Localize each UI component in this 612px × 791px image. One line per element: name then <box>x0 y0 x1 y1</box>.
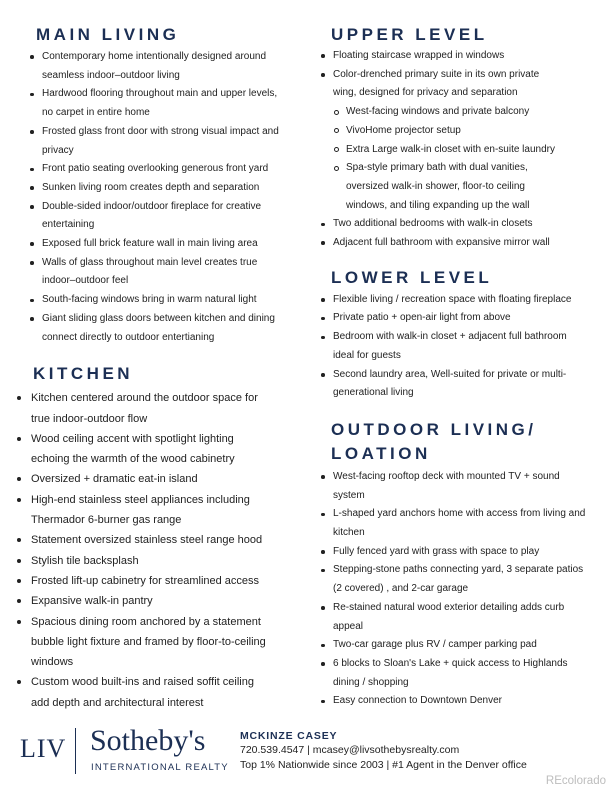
list-item <box>314 234 606 253</box>
kitchen-heading: KITCHEN <box>33 364 134 384</box>
list-item-line: echoing the warmth of the wood cabinetry <box>31 453 235 466</box>
list-item-line: Statement oversized stainless steel range hood <box>31 534 263 547</box>
list-item-line: West-facing windows and private balcony <box>346 106 530 118</box>
list-item-line: generational living <box>333 387 414 399</box>
right-column <box>314 24 606 711</box>
list-item <box>23 254 305 291</box>
list-item-line: windows, and tiling expanding up the wall <box>346 199 530 211</box>
list-item-line: bubble light fixture and framed by floor-to-ceiling <box>31 635 266 648</box>
list-item-line: Bedroom with walk-in closet + adjacent full bathroom <box>333 331 567 343</box>
list-item <box>314 543 606 562</box>
main-living-heading: MAIN LIVING <box>36 25 180 44</box>
list-item <box>17 571 305 591</box>
left-column <box>20 24 305 713</box>
list-item <box>17 612 305 673</box>
list-item <box>23 48 305 85</box>
list-item <box>23 310 305 347</box>
list-item-line: Contemporary home intentionally designed around <box>42 51 267 62</box>
agent-tagline: Top 1% Nationwide since 2003 | #1 Agent in the Denver office <box>240 758 527 771</box>
list-item-line: Walls of glass throughout main level creates true <box>42 256 258 268</box>
list-item-line: wing, designed for privacy and separation <box>333 87 518 99</box>
list-item-line: ideal for guests <box>333 349 401 361</box>
list-item-line: Adjacent full bathroom with expansive mirror wall <box>333 237 550 249</box>
list-item <box>314 505 606 542</box>
liv-logo: LIV <box>20 734 67 763</box>
international-realty-logo-text: INTERNATIONAL REALTY <box>91 762 229 773</box>
list-item-line: Fully fenced yard with grass with space to play <box>333 545 540 557</box>
list-item-line: Expansive walk-in pantry <box>31 595 153 608</box>
list-item-line: Sunken living room creates depth and separation <box>42 181 260 193</box>
list-item <box>23 198 305 235</box>
list-item-line: connect directly to outdoor entertianing <box>42 331 215 343</box>
list-item <box>17 530 305 550</box>
lower-level-heading: LOWER LEVEL <box>331 267 493 287</box>
outdoor-heading-line-2: LOATION <box>331 443 431 463</box>
list-item-line: Giant sliding glass doors between kitchen and dining <box>42 312 275 324</box>
list-item-line: Hardwood flooring throughout main and upper levels, <box>42 88 278 100</box>
list-item <box>17 591 305 611</box>
lower-level-list <box>314 291 606 403</box>
lower-level-section <box>314 267 606 403</box>
list-item-line: entertaining <box>42 219 95 231</box>
sub-list-item <box>314 103 606 122</box>
list-item <box>23 160 305 179</box>
list-item-line: Floating staircase wrapped in windows <box>333 50 505 61</box>
list-item-line: system <box>333 489 365 501</box>
outdoor-living-list <box>314 468 606 711</box>
outdoor-living-section <box>314 418 606 711</box>
list-item-line: Double-sided indoor/outdoor fireplace for creative <box>42 200 262 212</box>
list-item <box>23 235 305 254</box>
agent-name: MCKINZE CASEY <box>240 730 338 742</box>
list-item <box>314 215 606 234</box>
list-item <box>314 47 606 66</box>
list-item-line: Stepping-stone paths connecting yard, 3 separate patios <box>333 564 584 576</box>
list-item <box>23 291 305 310</box>
upper-level-list <box>314 47 606 103</box>
list-item-line: Second laundry area, Well-suited for private or multi- <box>333 368 567 380</box>
list-item <box>314 655 606 692</box>
list-item-line: Spa-style primary bath with dual vanities, <box>346 162 528 174</box>
list-item-line: Two-car garage plus RV / camper parking pad <box>333 639 537 651</box>
footer <box>0 722 612 791</box>
outdoor-heading-line-1: OUTDOOR LIVING/ <box>331 419 537 439</box>
list-item <box>17 469 305 489</box>
list-item <box>17 388 305 429</box>
list-item-line: Frosted glass front door with strong visual impact and <box>42 125 279 137</box>
upper-level-section <box>314 24 606 253</box>
list-item-line: Kitchen centered around the outdoor space for <box>31 392 258 405</box>
list-item-line: kitchen <box>333 527 365 539</box>
kitchen-list <box>17 388 305 713</box>
list-item-line: Two additional bedrooms with walk-in closets <box>333 218 533 230</box>
main-living-section <box>20 24 305 347</box>
logo-divider <box>75 728 76 774</box>
list-item-line: Frosted lift-up cabinetry for streamlined access <box>31 574 260 587</box>
list-item <box>314 468 606 505</box>
list-item-line: 6 blocks to Sloan's Lake + quick access to Highlands <box>333 657 568 669</box>
list-item-line: true indoor-outdoor flow <box>31 412 148 425</box>
list-item-line: Re-stained natural wood exterior detailing adds curb <box>333 601 565 613</box>
list-item-line: privacy <box>42 144 74 156</box>
main-living-list <box>23 48 305 347</box>
list-item-line: Thermador 6-burner gas range <box>31 514 182 527</box>
list-item <box>314 599 606 636</box>
list-item <box>23 123 305 160</box>
agent-contact: 720.539.4547 | mcasey@livsothebysrealty.com <box>240 744 460 756</box>
list-item <box>23 85 305 122</box>
list-item-line: (2 covered) , and 2-car garage <box>333 583 469 595</box>
list-item-line: Flexible living / recreation space with floating fireplace <box>333 293 572 305</box>
list-item <box>17 672 305 713</box>
list-item-line: oversized walk-in shower, floor-to ceiling <box>346 180 525 192</box>
list-item <box>314 291 606 310</box>
list-item-line: VivoHome projector setup <box>346 124 461 136</box>
outdoor-living-heading <box>314 418 606 466</box>
list-item-line: Wood ceiling accent with spotlight lighting <box>31 432 234 445</box>
agent-info <box>240 729 527 772</box>
sub-list-item <box>314 122 606 141</box>
list-item <box>314 636 606 655</box>
list-item-line: Front patio seating overlooking generous front yard <box>42 163 269 175</box>
list-item-line: Stylish tile backsplash <box>31 554 139 567</box>
list-item-line: no carpet in entire home <box>42 107 150 119</box>
list-item-line: Custom wood built-ins and raised soffit ceiling <box>31 676 254 689</box>
list-item <box>17 490 305 531</box>
list-item-line: seamless indoor–outdoor living <box>42 69 180 81</box>
list-item-line: Oversized + dramatic eat-in island <box>31 473 198 486</box>
list-item <box>17 551 305 571</box>
list-item-line: appeal <box>333 620 364 632</box>
recolorado-watermark: REcolorado <box>545 775 606 787</box>
list-item <box>314 328 606 365</box>
list-item-line: add depth and architectural interest <box>31 696 204 709</box>
list-item-line: dining / shopping <box>333 676 409 688</box>
list-item-line: Spacious dining room anchored by a statement <box>31 615 261 628</box>
list-item-line: Private patio + open-air light from above <box>333 312 511 324</box>
list-item-line: High-end stainless steel appliances including <box>31 493 250 506</box>
list-item <box>314 561 606 598</box>
list-item-line: Exposed full brick feature wall in main living area <box>42 238 258 250</box>
list-item <box>314 692 606 711</box>
kitchen-section <box>20 363 305 713</box>
list-item <box>314 66 606 103</box>
list-item-line: L-shaped yard anchors home with access from living and <box>333 508 586 520</box>
sub-list-item <box>314 141 606 160</box>
upper-level-list-continued <box>314 215 606 252</box>
list-item <box>314 366 606 403</box>
list-item-line: indoor–outdoor feel <box>42 275 129 287</box>
list-item <box>23 179 305 198</box>
list-item-line: Color-drenched primary suite in its own private <box>333 68 540 80</box>
primary-suite-sublist <box>314 103 606 215</box>
list-item-line: South-facing windows bring in warm natural light <box>42 294 257 306</box>
list-item <box>314 309 606 328</box>
list-item <box>17 429 305 470</box>
sothebys-logo: Sotheby's <box>90 724 206 757</box>
list-item-line: Extra Large walk-in closet with en-suite laundry <box>346 143 555 155</box>
list-item-line: Easy connection to Downtown Denver <box>333 695 502 707</box>
upper-level-heading: UPPER LEVEL <box>331 25 488 44</box>
list-item-line: windows <box>31 656 74 669</box>
list-item-line: West-facing rooftop deck with mounted TV + sound <box>333 470 560 482</box>
sub-list-item <box>314 159 606 215</box>
